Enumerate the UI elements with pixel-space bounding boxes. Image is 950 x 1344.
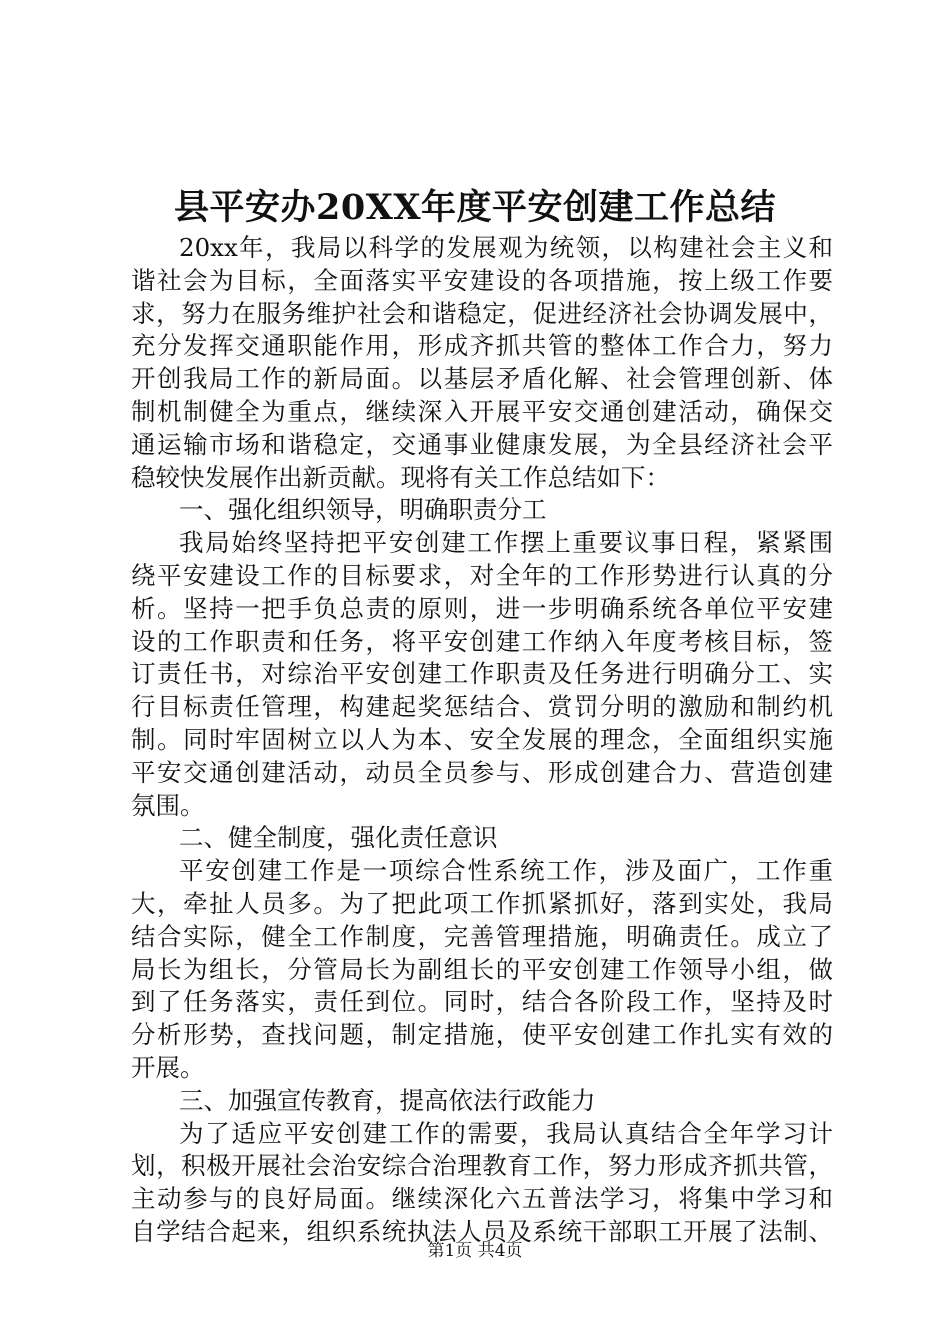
section-heading: 二、健全制度，强化责任意识	[179, 823, 498, 853]
paragraph-line: 20xx年，我局以科学的发展观为统领，以构建社会主义和	[179, 233, 833, 262]
paragraph-line: 平安交通创建活动，动员全员参与、形成创建合力、营造创建	[131, 757, 833, 787]
paragraph-line: 绕平安建设工作的目标要求，对全年的工作形势进行认真的分	[131, 560, 833, 590]
paragraph-line: 谐社会为目标，全面落实平安建设的各项措施，按上级工作要	[131, 265, 833, 295]
paragraph-line: 我局始终坚持把平安创建工作摆上重要议事日程，紧紧围	[179, 528, 833, 558]
paragraph-line: 氛围。	[131, 790, 205, 820]
paragraph-line: 平安创建工作是一项综合性系统工作，涉及面广，工作重	[179, 856, 833, 886]
paragraph-line: 大，牵扯人员多。为了把此项工作抓紧抓好，落到实处，我局	[131, 888, 833, 918]
paragraph-line: 开创我局工作的新局面。以基层矛盾化解、社会管理创新、体	[131, 364, 833, 394]
paragraph-line: 自学结合起来，组织系统执法人员及系统干部职工开展了法制、	[131, 1216, 833, 1246]
paragraph-line: 求，努力在服务维护社会和谐稳定，促进经济社会协调发展中，	[131, 298, 833, 328]
section-heading: 一、强化组织领导，明确职责分工	[179, 495, 547, 525]
paragraph-line: 订责任书，对综治平安创建工作职责及任务进行明确分工、实	[131, 659, 833, 689]
paragraph-line: 制。同时牢固树立以人为本、安全发展的理念，全面组织实施	[131, 724, 833, 754]
paragraph-line: 设的工作职责和任务，将平安创建工作纳入年度考核目标，签	[131, 626, 833, 656]
paragraph-line: 制机制健全为重点，继续深入开展平安交通创建活动，确保交	[131, 396, 833, 426]
paragraph-line: 局长为组长，分管局长为副组长的平安创建工作领导小组，做	[131, 954, 833, 984]
paragraph-line: 通运输市场和谐稳定，交通事业健康发展，为全县经济社会平	[131, 429, 833, 459]
paragraph-line: 结合实际，健全工作制度，完善管理措施，明确责任。成立了	[131, 921, 833, 951]
paragraph-line: 划，积极开展社会治安综合治理教育工作，努力形成齐抓共管，	[131, 1151, 833, 1181]
paragraph-line: 为了适应平安创建工作的需要，我局认真结合全年学习计	[179, 1118, 833, 1148]
section-heading: 三、加强宣传教育，提高依法行政能力	[179, 1085, 596, 1115]
paragraph-line: 稳较快发展作出新贡献。现将有关工作总结如下：	[131, 462, 670, 492]
paragraph-line: 到了任务落实，责任到位。同时，结合各阶段工作，坚持及时	[131, 987, 833, 1017]
paragraph-line: 主动参与的良好局面。继续深化六五普法学习，将集中学习和	[131, 1184, 833, 1214]
document-body	[131, 232, 833, 1249]
page-number-footer: 第1页 共4页	[427, 1241, 523, 1261]
document-title: 县平安办20XX年度平安创建工作总结	[173, 187, 777, 228]
paragraph-line: 行目标责任管理，构建起奖惩结合、赏罚分明的激励和制约机	[131, 692, 833, 722]
paragraph-line: 析。坚持一把手负总责的原则，进一步明确系统各单位平安建	[131, 593, 833, 623]
paragraph-line: 分析形势，查找问题，制定措施，使平安创建工作扎实有效的	[131, 1020, 833, 1050]
paragraph-line: 开展。	[131, 1052, 205, 1082]
paragraph-line: 充分发挥交通职能作用，形成齐抓共管的整体工作合力，努力	[131, 331, 833, 361]
